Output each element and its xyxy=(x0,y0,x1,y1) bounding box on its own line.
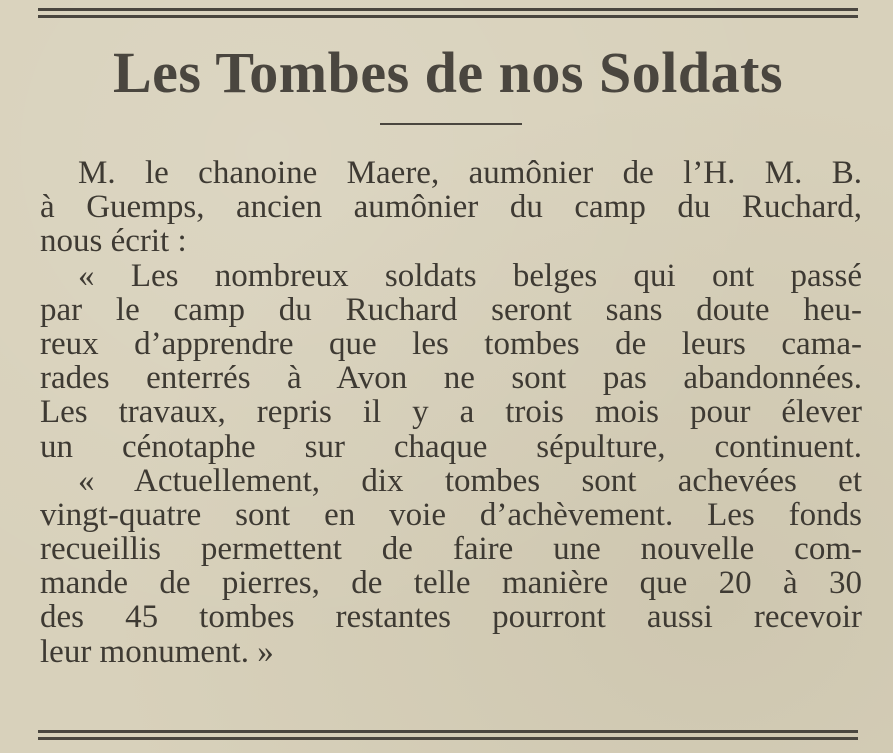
body-line: Les travaux, repris il y a trois mois pour élever xyxy=(40,395,862,430)
body-line: par le camp du Ruchard seront sans doute heu- xyxy=(40,292,862,327)
body-line: rades enterrés à Avon ne sont pas abandonnées. xyxy=(40,361,862,396)
body-line: à Guemps, ancien aumônier du camp du Ruchard, xyxy=(40,190,862,225)
body-line: reux d’apprendre que les tombes de leurs cama- xyxy=(40,326,862,362)
body-line: leur monument. » xyxy=(40,634,274,669)
body-line: mande de pierres, de telle manière que 20 à 30 xyxy=(40,566,862,601)
title-underline-rule xyxy=(380,123,522,125)
body-line: un cénotaphe sur chaque sépulture, continuent. xyxy=(40,429,862,464)
body-line: M. le chanoine Maere, aumônier de l’H. M. B. xyxy=(78,156,862,191)
article-title: Les Tombes de nos Soldats xyxy=(112,40,784,105)
body-line: « Les nombreux soldats belges qui ont passé xyxy=(78,258,862,293)
body-line: recueillis permettent de faire une nouvelle com- xyxy=(40,532,862,567)
bottom-double-rule xyxy=(38,730,858,740)
body-line: vingt-quatre sont en voie d’achèvement. Les fonds xyxy=(40,497,862,533)
body-line: nous écrit : xyxy=(40,224,187,259)
body-line: « Actuellement, dix tombes sont achevées et xyxy=(78,463,862,498)
article-body xyxy=(40,156,862,669)
top-double-rule xyxy=(38,8,858,18)
body-line: des 45 tombes restantes pourront aussi recevoir xyxy=(40,600,862,635)
